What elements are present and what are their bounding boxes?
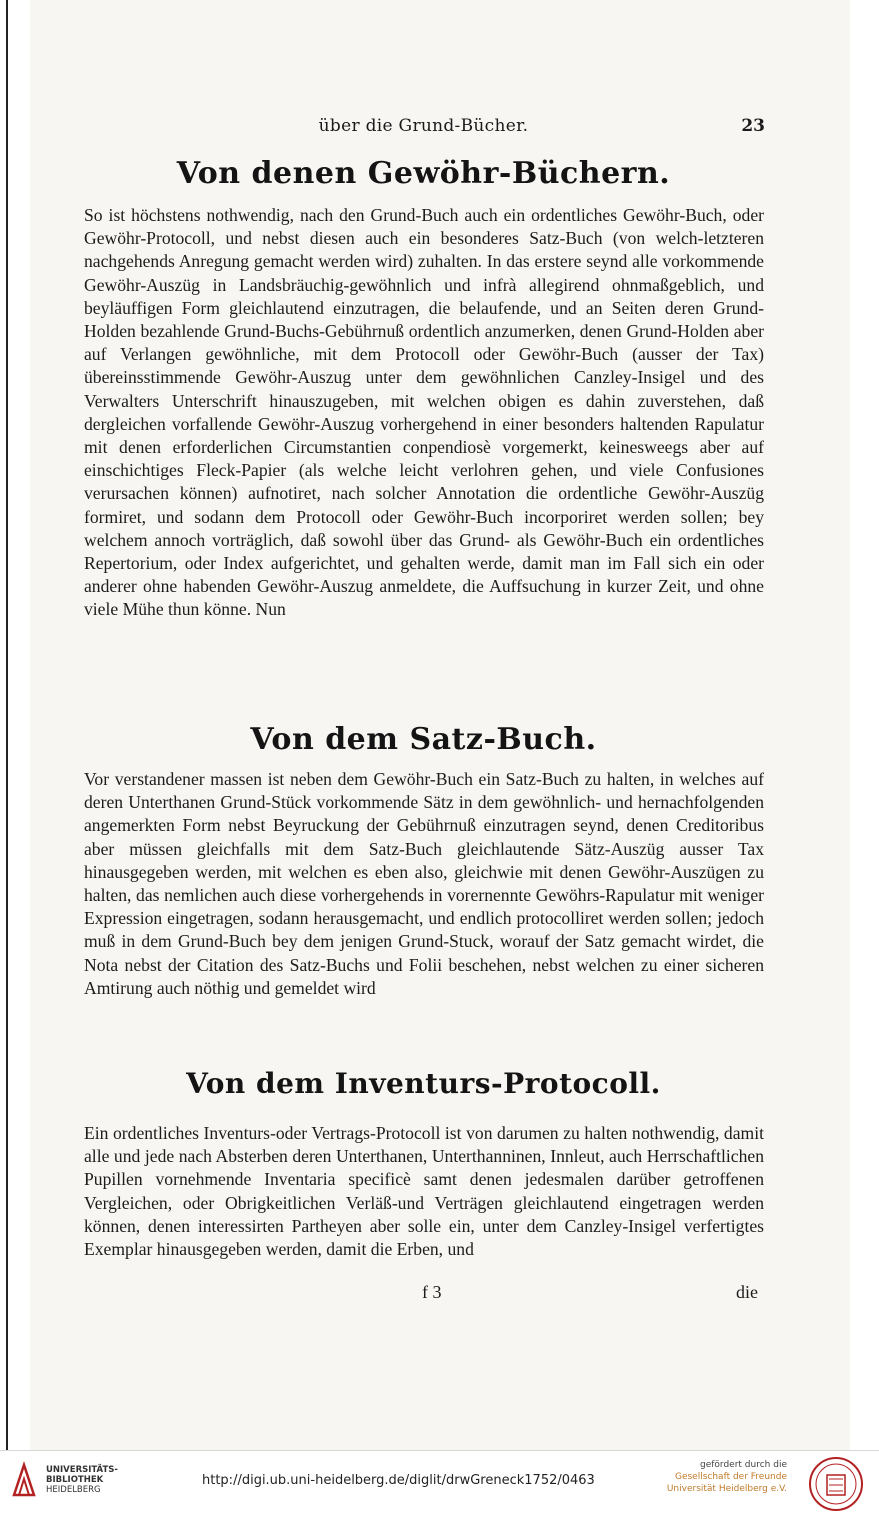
section-text-gewoehr: So ist höchstens nothwendig, nach den Grund-Buch auch ein ordentliches Gewöhr-Buch, oder Gewöhr-Protocoll, und nebst diesen auch ein besonderes Satz-Buch (von welch-letzteren nachgehends Anregung gemacht werden wird) zuhalten. In das erstere seynd alle vorkommende Gewöhr-Auszüg in Landsbräuchig-gewöhnlich und infrà allegirend ohnmaßgeblich, und beyläuffigen Form gleichlautend einzutragen, die belaufende, und an Seiten deren Grund-Holden bezahlende Grund-Buchs-Gebührnuß ordentlich anzumerken, denen Grund-Holden aber auf Verlangen gewöhnliche, mit dem Protocoll oder Gewöhr-Buch (ausser der Tax) übereinsstimmende Gewöhr-Auszug unter dem gewöhnlichen Canzley-Insigel und des Verwalters Unterschrift hinauszugeben, mit welchen obigen es dahin zuverstehen, daß dergleichen vorfallende Gewöhr-Auszug vorhergehend in einer besonders haltenden Rapulatur mit denen erforderlichen Circumstantien conpendiosè vorgemerkt, keinesweegs aber auf einschichtiges Fleck-Papier (als welche leicht verlohren gehen, und viele Confusiones verursachen können) aufnotiret, nach solcher Annotation die ordentliche Gewöhr-Auszüg formiret, und sodann dem Protocoll oder Gewöhr-Buch incorporiret werden sollen; bey welchem annoch vorträglich, daß sowohl über das Grund- als Gewöhr-Buch ein ordentliches Repertorium, oder Index aufgerichtet, und gehalten werde, damit man im Fall sich ein oder anderer ohne habenden Gewöhr-Auszug anmeldete, die Auffsuchung in kurzer Zeit, und ohne viele Mühe thun könne. Nun bbox=[84, 205, 764, 620]
page-header bbox=[82, 116, 765, 140]
university-seal-icon[interactable] bbox=[807, 1455, 865, 1513]
page-foot bbox=[84, 1282, 764, 1306]
section-title-satz: Von dem Satz-Buch. bbox=[250, 722, 597, 757]
sponsor-line2: Universität Heidelberg e.V. bbox=[666, 1484, 787, 1494]
library-name[interactable] bbox=[46, 1465, 118, 1495]
library-name-line2: BIBLIOTHEK bbox=[46, 1475, 104, 1485]
sponsor-line1: Gesellschaft der Freunde bbox=[674, 1472, 787, 1482]
section-title-inventur: Von dem Inventurs-Protocoll. bbox=[186, 1067, 661, 1100]
library-logo-icon[interactable] bbox=[10, 1461, 38, 1501]
section-text-satz: Vor verstandener massen ist neben dem Gewöhr-Buch ein Satz-Buch zu halten, in welches auf deren Unterthanen Grund-Stück vorkommende Sätz in dem gewöhnlich- und hernachfolgenden angemerkten Form nebst Beyruckung der Gebührnuß einzutragen seynd, denen Creditoribus aber müssen gleichfalls mit dem Satz-Buch gleichlautende Sätz-Auszüg ausser Tax hinausgegeben werden, mit welchen es eben also, gleichwie mit denen Gewöhr-Auszügen zu halten, das nemlichen auch diese vorhergehends in vorernennte Gewöhrs-Rapulatur mit weniger Expression eingetragen, sodann herausgemacht, und endlich protocolliret werden sollen; jedoch muß in dem Grund-Buch bey dem jenigen Grund-Stuck, worauf der Satz gemacht wirdet, die Nota nebst der Citation des Satz-Buchs und Folii beschehen, nebst welchen zu einer sicheren Amtirung auch nöthig und gemeldet wird bbox=[84, 769, 764, 998]
sponsor-block[interactable] bbox=[667, 1459, 787, 1495]
permalink-url[interactable]: http://digi.ub.uni-heidelberg.de/diglit/drwGreneck1752/0463 bbox=[202, 1473, 595, 1488]
catchword: die bbox=[736, 1282, 758, 1302]
section-title-gewoehr: Von denen Gewöhr-Büchern. bbox=[176, 156, 671, 191]
running-head: über die Grund-Bücher. bbox=[318, 116, 529, 136]
library-name-line3: HEIDELBERG bbox=[46, 1485, 101, 1495]
section-text-inventur: Ein ordentliches Inventurs-oder Vertrags-Protocoll ist von darumen zu halten nothwendig, damit alle und jede nach Absterben deren Unterthanen, Unterthanninen, Innleut, auch Herrschaftlichen Pupillen vornehmende Inventaria specificè samt denen jedesmalen darüber getroffenen Vergleichen, oder Obrigkeitlichen Verläß-und Verträgen gleichlautend eingetragen werden können, denen interessirten Partheyen aber solle ein, unter dem Canzley-Insigel verfertigtes Exemplar hinausgegeben werden, damit die Erben, und bbox=[84, 1123, 764, 1260]
viewer-footer bbox=[0, 1450, 879, 1514]
signature-mark: f 3 bbox=[422, 1282, 442, 1302]
page-number: 23 bbox=[741, 116, 765, 136]
library-name-line1: UNIVERSITÄTS- bbox=[46, 1465, 118, 1475]
scan-edge-rule bbox=[6, 0, 8, 1450]
sponsor-label: gefördert durch die bbox=[700, 1460, 787, 1470]
